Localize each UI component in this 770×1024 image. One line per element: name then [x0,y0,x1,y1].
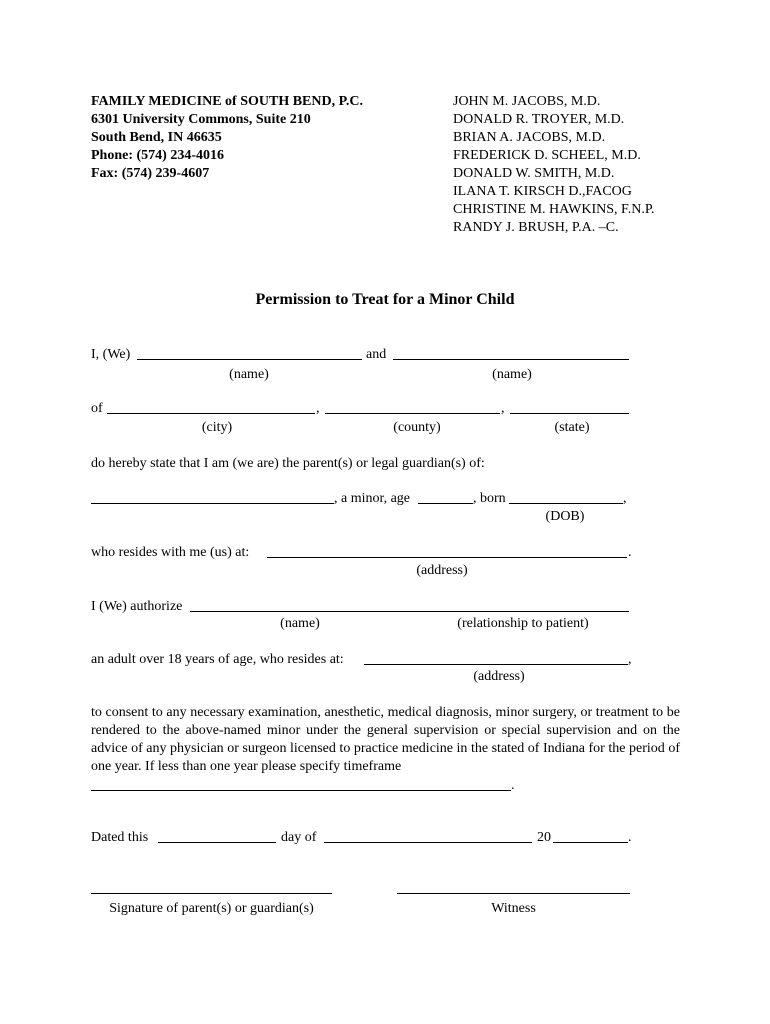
authorized-adult-field[interactable] [190,611,629,612]
comma: , [623,491,627,506]
signature-caption: Signature of parent(s) or guardian(s) [109,901,314,916]
born-label: , born [473,491,506,506]
provider-name: BRIAN A. JACOBS, M.D. [453,130,606,145]
comma: , [316,401,320,416]
minor-name-field[interactable] [91,503,334,504]
witness-signature-line[interactable] [397,893,630,894]
provider-name: RANDY J. BRUSH, P.A. –C. [453,220,619,235]
witness-caption: Witness [491,901,536,916]
state-caption: (state) [554,420,590,435]
clinic-phone: Phone: (574) 234-4016 [91,148,224,163]
provider-name: ILANA T. KIRSCH D.,FACOG [453,184,632,199]
dob-caption: (DOB) [545,509,585,524]
provider-name: FREDERICK D. SCHEEL, M.D. [453,148,641,163]
adult-address-field[interactable] [364,664,628,665]
parent-name-2-field[interactable] [393,359,629,360]
period: . [628,545,632,560]
comma: , [628,652,632,667]
provider-name: DONALD R. TROYER, M.D. [453,112,625,127]
period: . [628,830,632,845]
minor-address-field[interactable] [267,557,627,558]
year-prefix-label: 20 [537,830,551,845]
consent-paragraph: to consent to any necessary examination, anesthetic, medical diagnosis, minor surgery, or treatment to be rendered to the above-named minor under the general supervision or special supervision and on the advice of any physician or surgeon licensed to practice medicine in the stated of Indiana for the period of one year. If less than one year please specify timeframe [91,705,680,774]
county-caption: (county) [393,420,441,435]
we-label: I, (We) [91,347,131,362]
minor-age-label: , a minor, age [334,491,411,506]
address-caption: (address) [473,669,525,684]
timeframe-field[interactable] [91,790,511,791]
minor-age-field[interactable] [418,503,473,504]
and-label: and [366,347,387,362]
city-caption: (city) [201,420,233,435]
resides-with-label: who resides with me (us) at: [91,545,250,560]
signature-line[interactable] [91,893,332,894]
comma: , [501,401,505,416]
clinic-address-line2: South Bend, IN 46635 [91,130,222,145]
day-field[interactable] [158,842,276,843]
name-caption: (name) [280,616,320,631]
county-field[interactable] [325,413,500,414]
address-caption: (address) [416,563,468,578]
period: . [511,778,515,793]
dob-field[interactable] [509,503,623,504]
name-caption: (name) [492,367,532,382]
provider-name: CHRISTINE M. HAWKINS, F.N.P. [453,202,655,217]
name-caption: (name) [229,367,269,382]
authorize-label: I (We) authorize [91,599,183,614]
dated-label: Dated this [91,830,149,845]
clinic-name: FAMILY MEDICINE of SOUTH BEND, P.C. [91,94,363,109]
clinic-fax: Fax: (574) 239-4607 [91,166,210,181]
provider-name: JOHN M. JACOBS, M.D. [453,94,601,109]
state-field[interactable] [510,413,629,414]
parent-name-1-field[interactable] [137,359,362,360]
relationship-caption: (relationship to patient) [457,616,589,631]
provider-name: DONALD W. SMITH, M.D. [453,166,615,181]
year-field[interactable] [553,842,628,843]
city-field[interactable] [107,413,315,414]
day-of-label: day of [281,830,317,845]
guardian-statement: do hereby state that I am (we are) the parent(s) or legal guardian(s) of: [91,456,485,471]
adult-resides-label: an adult over 18 years of age, who resides at: [91,652,344,667]
clinic-address-line1: 6301 University Commons, Suite 210 [91,112,311,127]
month-field[interactable] [324,842,532,843]
of-label: of [91,401,103,416]
form-title: Permission to Treat for a Minor Child [255,291,515,308]
